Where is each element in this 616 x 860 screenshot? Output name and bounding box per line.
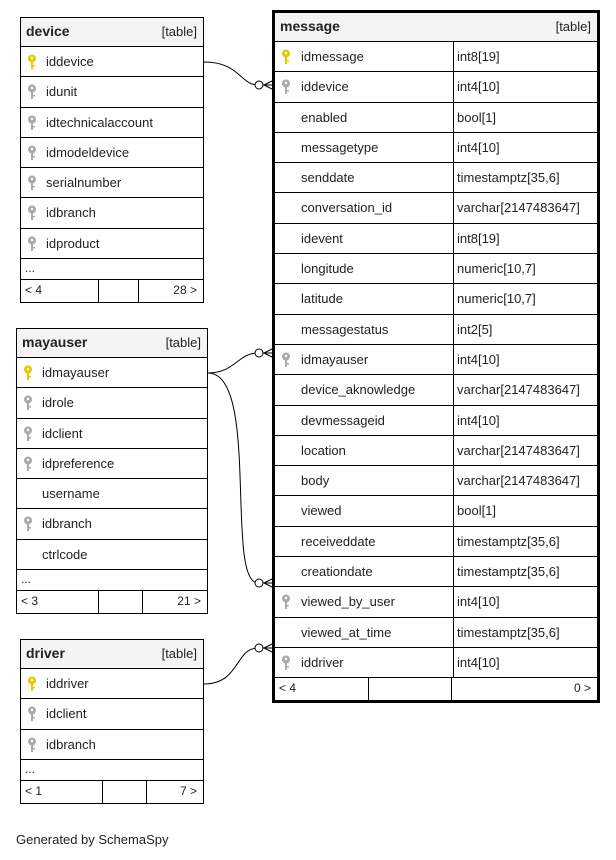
column-name: enabled	[301, 109, 348, 125]
column-name: iddriver	[46, 676, 89, 691]
column-row[interactable]	[17, 479, 207, 509]
children-count: 0 >	[573, 681, 591, 696]
column-name: body	[301, 473, 330, 489]
column-name: device_aknowledge	[301, 382, 416, 398]
foreign-key-icon	[22, 426, 34, 442]
column-name: idclient	[42, 425, 83, 441]
column-row[interactable]	[275, 618, 597, 648]
foreign-key-icon	[22, 395, 34, 411]
foreign-key-icon	[280, 655, 292, 671]
more-columns: ...	[21, 259, 203, 280]
foreign-key-icon	[280, 79, 292, 95]
column-type: bool[1]	[453, 103, 496, 132]
column-name: idbranch	[46, 736, 96, 752]
column-name: receiveddate	[301, 533, 376, 549]
foreign-key-icon	[26, 175, 38, 191]
rows-count	[99, 280, 139, 302]
table-header	[21, 640, 203, 669]
column-row[interactable]	[275, 224, 597, 254]
more-columns: ...	[21, 760, 203, 781]
column-type: numeric[10,7]	[453, 254, 536, 283]
generated-by-label: Generated by SchemaSpy	[16, 832, 169, 847]
column-name: location	[301, 442, 346, 458]
foreign-key-icon	[280, 594, 292, 610]
parents-count: < 3	[17, 591, 99, 613]
column-row[interactable]	[275, 193, 597, 223]
table-name: device	[26, 23, 70, 39]
column-row[interactable]	[275, 284, 597, 314]
column-type: timestamptz[35,6]	[453, 618, 560, 647]
column-name: username	[42, 486, 100, 502]
rows-count	[103, 781, 147, 803]
column-row[interactable]	[275, 103, 597, 133]
column-row[interactable]	[275, 557, 597, 587]
column-row[interactable]	[275, 254, 597, 284]
column-name: idbranch	[46, 205, 96, 221]
column-row[interactable]	[275, 163, 597, 193]
foreign-key-icon	[26, 205, 38, 221]
column-type: varchar[2147483647]	[453, 436, 580, 465]
column-name: idevent	[301, 230, 343, 246]
more-columns: ...	[17, 570, 207, 591]
column-row[interactable]	[275, 496, 597, 526]
foreign-key-icon	[26, 115, 38, 131]
table-footer	[21, 781, 203, 803]
table-driver[interactable]	[20, 639, 204, 804]
column-type: int8[19]	[453, 224, 500, 253]
foreign-key-icon	[26, 84, 38, 100]
column-type: int4[10]	[453, 133, 500, 162]
table-footer	[275, 678, 597, 700]
column-row[interactable]	[275, 648, 597, 678]
table-header	[275, 13, 597, 42]
column-row[interactable]	[17, 540, 207, 570]
column-row[interactable]	[21, 138, 203, 168]
table-name: mayauser	[22, 334, 88, 350]
rel-device-message	[204, 62, 274, 85]
optional-marker	[255, 644, 263, 652]
column-name: messagetype	[301, 139, 379, 155]
column-name: ctrlcode	[42, 546, 88, 562]
column-row[interactable]	[275, 466, 597, 496]
optional-marker	[255, 81, 263, 89]
rel-driver-message	[204, 648, 274, 684]
column-name: serialnumber	[46, 175, 122, 191]
table-message[interactable]	[272, 10, 600, 703]
optional-marker	[255, 349, 263, 357]
column-type: int4[10]	[453, 72, 500, 101]
primary-key-icon	[26, 54, 38, 70]
column-type: timestamptz[35,6]	[453, 163, 560, 192]
column-name: idmessage	[301, 49, 364, 64]
column-row[interactable]	[21, 730, 203, 760]
column-row[interactable]	[17, 449, 207, 479]
column-name: idmayauser	[301, 351, 369, 367]
foreign-key-icon	[26, 737, 38, 753]
table-footer	[21, 280, 203, 302]
table-footer	[17, 591, 207, 613]
column-row[interactable]	[275, 436, 597, 466]
table-type: [table]	[161, 24, 197, 39]
column-name: idbranch	[42, 516, 92, 532]
column-name: idtechnicalaccount	[46, 114, 153, 130]
table-header	[17, 329, 207, 358]
column-name: viewed	[301, 503, 342, 519]
column-name: idpreference	[42, 455, 115, 471]
optional-marker	[255, 579, 263, 587]
column-name: iddevice	[301, 79, 349, 95]
column-row[interactable]	[21, 108, 203, 138]
column-name: iddriver	[301, 654, 344, 670]
primary-key-icon	[22, 365, 34, 381]
rel-mayauser-viewed-by-user	[208, 373, 274, 583]
column-name: iddevice	[46, 54, 94, 69]
column-type: int4[10]	[453, 587, 500, 616]
primary-key-icon	[280, 49, 292, 65]
column-type: timestamptz[35,6]	[453, 557, 560, 586]
column-name: senddate	[301, 170, 355, 186]
parents-count: < 1	[21, 781, 103, 803]
column-name: idmodeldevice	[46, 144, 130, 160]
column-type: varchar[2147483647]	[453, 193, 580, 222]
column-row[interactable]	[21, 669, 203, 699]
foreign-key-icon	[280, 352, 292, 368]
column-row[interactable]	[275, 587, 597, 617]
column-type: int2[5]	[453, 315, 492, 344]
column-type: int4[10]	[453, 345, 500, 374]
column-name: longitude	[301, 261, 354, 277]
foreign-key-icon	[26, 145, 38, 161]
column-row[interactable]	[275, 527, 597, 557]
column-row[interactable]	[21, 168, 203, 198]
table-type: [table]	[555, 19, 591, 34]
column-name: conversation_id	[301, 200, 393, 216]
column-row[interactable]	[17, 358, 207, 388]
rows-count	[99, 591, 143, 613]
rel-mayauser-idmayauser	[208, 353, 274, 373]
column-row[interactable]	[21, 699, 203, 729]
column-row[interactable]	[17, 509, 207, 539]
column-name: devmessageid	[301, 412, 385, 428]
column-name: idclient	[46, 706, 87, 722]
column-row[interactable]	[21, 77, 203, 107]
table-header	[21, 18, 203, 47]
foreign-key-icon	[26, 236, 38, 252]
table-name: message	[280, 18, 340, 34]
column-row[interactable]	[21, 47, 203, 77]
rows-count	[369, 678, 452, 700]
parents-count: < 4	[21, 280, 99, 302]
table-device[interactable]	[20, 17, 204, 303]
column-row[interactable]	[275, 345, 597, 375]
column-type: numeric[10,7]	[453, 284, 536, 313]
column-name: idunit	[46, 84, 78, 100]
column-row[interactable]	[275, 133, 597, 163]
column-row[interactable]	[17, 419, 207, 449]
primary-key-icon	[26, 676, 38, 692]
column-type: varchar[2147483647]	[453, 375, 580, 404]
column-type: bool[1]	[453, 496, 496, 525]
column-type: timestamptz[35,6]	[453, 527, 560, 556]
column-row[interactable]	[17, 388, 207, 418]
table-mayauser[interactable]	[16, 328, 208, 614]
column-type: int4[10]	[453, 406, 500, 435]
table-type: [table]	[161, 646, 197, 661]
foreign-key-icon	[26, 706, 38, 722]
table-name: driver	[26, 645, 65, 661]
column-row[interactable]	[275, 406, 597, 436]
foreign-key-icon	[22, 516, 34, 532]
column-row[interactable]	[275, 315, 597, 345]
column-name: idrole	[42, 395, 74, 411]
column-row[interactable]	[21, 198, 203, 228]
children-count: 7 >	[179, 783, 197, 798]
column-row[interactable]	[21, 229, 203, 259]
children-count: 21 >	[177, 594, 201, 609]
column-name: idproduct	[46, 235, 100, 251]
column-row[interactable]	[275, 375, 597, 405]
column-name: viewed_by_user	[301, 594, 395, 610]
column-type: varchar[2147483647]	[453, 466, 580, 495]
parents-count: < 4	[275, 678, 369, 700]
column-name: viewed_at_time	[301, 624, 392, 640]
column-name: idmayauser	[42, 365, 110, 380]
column-row[interactable]	[275, 42, 597, 72]
children-count: 28 >	[173, 283, 197, 298]
column-name: latitude	[301, 291, 343, 307]
column-type: int8[19]	[453, 42, 500, 71]
column-row[interactable]	[275, 72, 597, 102]
foreign-key-icon	[22, 456, 34, 472]
table-type: [table]	[165, 335, 201, 350]
column-type: int4[10]	[453, 648, 500, 677]
column-name: creationdate	[301, 564, 373, 580]
column-name: messagestatus	[301, 321, 389, 337]
